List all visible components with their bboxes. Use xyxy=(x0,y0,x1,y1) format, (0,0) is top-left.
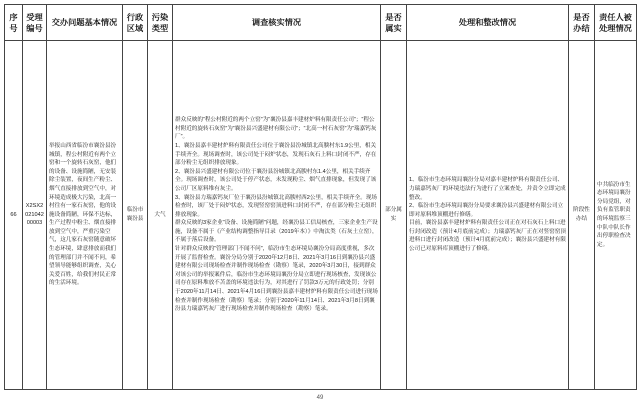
cell-handled: 阶段性办结 xyxy=(569,41,595,390)
verification-para: 群众反映的3家企业“设备、设施简陋”问题，经襄汾县工信局核查，三家企业生产设施，设备不属于《产业结构调整指导目录（2019年本）》中淘汰类（石灰土立窑），不属于落后设备。 xyxy=(175,220,378,244)
verification-para: 1、襄汾县嘉丰建材炉料有限责任公司位于襄汾县汾城镇北高腴村东1.9公里，相关手续齐全。现场调查时，该公司处于闷炉状态，发现石灰石上料口封闭不严，存在部分粉尘无组织排放现象。 xyxy=(175,142,377,167)
header-seq: 序号 xyxy=(5,5,23,41)
cell-region: 临汾市襄汾县 xyxy=(123,41,148,390)
table-row xyxy=(5,41,637,390)
complaint-table xyxy=(4,4,637,390)
header-accountability: 责任人被处理情况 xyxy=(595,5,637,41)
verification-para: 针对群众反映的“管理部门不闻不问”，临汾市生态环境局襄汾分局高度重视，多次开展了监督检查。襄汾分局分别于2020年12月8日、2021年3月16日到襄汾县兴盛建材有限公司现场检查并制作现场检查（勘察）笔录，2020年3月30日，接到群众对该公司的举报案件后，临汾市生态环境局襄汾分局立即进行现场核查，发现该公司存在原料堆放不苫盖的环境违法行为，对其进行了罚款3万元的行政处罚；分别于2020年11月14日、2021年4月16日到襄汾县嘉丰建材炉料有限责任公司进行现场检查并制作现场检查（勘察）笔录；分别于2020年11月14日、2021年3月8日到襄汾县力瑞嘉钙灰厂进行现场检查并制作现场检查（勘察）笔录。 xyxy=(175,246,378,313)
cell-accountability: 中共临汾市生态环境局襄汾分局党组，对负有监管职责的环境监察三中队中队长作出停职检查决定。 xyxy=(595,41,637,390)
handling-para: 2、临汾市生态环境局襄汾分局要求襄汾县兴盛建材有限公司立即对原料堆顶棚进行修缮。 xyxy=(409,203,564,218)
header-handling: 处理和整改情况 xyxy=(407,5,569,41)
verification-para: 群众反映的“程公村附近的两个立窑”为“襄汾县嘉丰建材炉料有限责任公司”；“程公村附近的旋转石灰窑”为“襄汾县兴盛建材有限公司”；“北高一村石灰窑”为“瑞嘉钙灰厂”。 xyxy=(175,117,377,141)
header-row xyxy=(5,5,637,41)
header-verification: 调查核实情况 xyxy=(173,5,381,41)
handling-para: 目前，襄汾县嘉丰建材炉料有限责任公司正在对石灰石上料口进行封闭改造（预计4月底前完成）；力瑞嘉钙灰厂正在对竖窑窑顶进料口进行封闭改造（预计4月底前完成）；襄汾县兴盛建材有限公司已对原料库顶棚进行了修缮。 xyxy=(409,220,566,253)
verification-para: 2、襄汾县兴盛建材有限公司位于襄汾县汾城镇北高腴村东1.4公里，相关手续齐全。现场调查时，该公司处于停产状态，未发现粉尘、烟气直排现象，但发现了该公司厂区原料堆有灰尘。 xyxy=(175,168,377,192)
header-issue: 交办问题基本情况 xyxy=(47,5,123,41)
header-is-true: 是否属实 xyxy=(381,5,407,41)
cell-issue: 举报山西省临汾市襄汾县汾城镇，程公村附近有两个立窑和一个旋转石灰窑，他们的设备、设施简陋，无安装除尘装置，夜间生产粉尘、烟气直接排放到空气中，对环境造成极大污染，北高一村往有一家石灰窑，他的设施设备简陋，环保不达标，生产过程中粉尘、烟直接排放到空气中，严重污染空气，这几家石灰窑随意破坏生态环境，肆意排放而我们的管理部门并不闻不问，希望领导能够组织调查，关心关爱百姓，给我们村民正常的生活环境。 xyxy=(47,41,123,390)
page-number: 49 xyxy=(316,395,324,401)
handling-para: 1、临汾市生态环境局襄汾分局对嘉丰建材炉料有限责任公司、力瑞嘉钙灰厂的环境违法行为进行了立案查处，并责令立即完成整改。 xyxy=(409,177,566,201)
header-region: 行政区域 xyxy=(123,5,148,41)
header-id: 受理编号 xyxy=(23,5,47,41)
cell-verification xyxy=(173,41,381,390)
cell-handling xyxy=(407,41,569,390)
verification-para: 3、襄汾县力瑞嘉钙灰厂位于襄汾县汾城镇北高腴村西2公里，相关手续齐全。现场检查时，该厂处于闷炉状态，发现竖窑窑顶进料口封闭不严，存在部分粉尘无组织排放现象。 xyxy=(175,194,378,218)
cell-id: X2SX202104200003 xyxy=(23,41,47,390)
cell-is-true: 部分属实 xyxy=(381,41,407,390)
cell-seq: 66 xyxy=(5,41,23,390)
cell-pollution: 大气 xyxy=(148,41,173,390)
header-pollution: 污染类型 xyxy=(148,5,173,41)
header-handled: 是否办结 xyxy=(569,5,595,41)
